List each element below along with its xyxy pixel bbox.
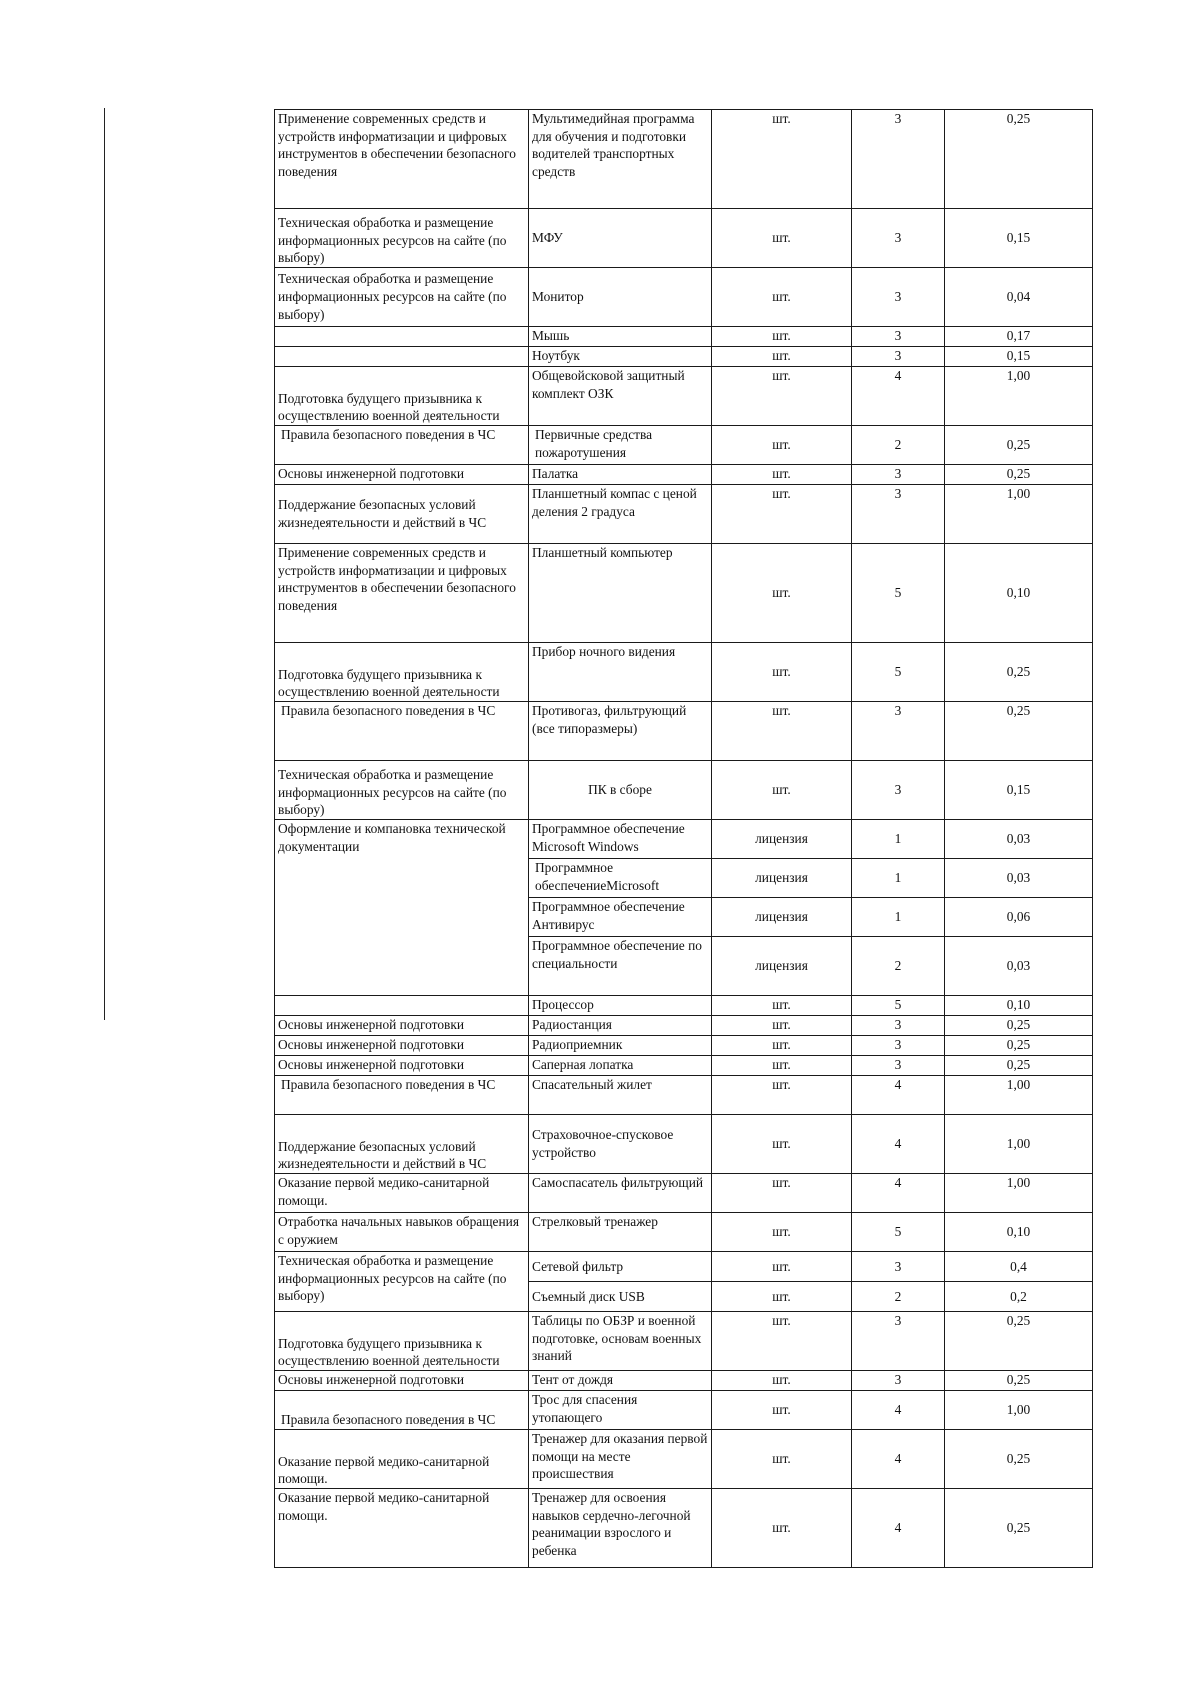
unit-cell: шт. [712,327,852,347]
section-cell [275,347,529,367]
value-cell: 0,17 [945,327,1093,347]
qty-cell: 3 [852,1056,945,1076]
section-cell: Правила безопасного поведения в ЧС [275,702,529,761]
table-row [275,426,1093,465]
value-cell: 1,00 [945,1174,1093,1213]
item-cell: Прибор ночного видения [529,643,712,702]
section-cell: Поддержание безопасных условий жизнедеятельности и действий в ЧС [275,485,529,544]
value-cell: 0,10 [945,544,1093,643]
section-cell: Основы инженерной подготовки [275,1016,529,1036]
item-cell: Программное обеспечение по специальности [529,937,712,996]
value-cell: 0,03 [945,937,1093,996]
qty-cell: 3 [852,268,945,327]
item-cell: Трос для спасения утопающего [529,1391,712,1430]
qty-cell: 2 [852,426,945,465]
item-cell: Палатка [529,465,712,485]
unit-cell: шт. [712,544,852,643]
value-cell: 1,00 [945,367,1093,426]
unit-cell: лицензия [712,859,852,898]
qty-cell: 4 [852,1430,945,1489]
qty-cell: 2 [852,1282,945,1312]
unit-cell: шт. [712,1312,852,1371]
table-row [275,465,1093,485]
section-cell: Техническая обработка и размещение информационных ресурсов на сайте (по выбору) [275,1252,529,1312]
section-cell: Применение современных средств и устройств информатизации и цифровых инструментов в обеспечении безопасного поведения [275,544,529,643]
item-cell: Процессор [529,996,712,1016]
table-row [275,1016,1093,1036]
section-cell: Техническая обработка и размещение информационных ресурсов на сайте (по выбору) [275,268,529,327]
unit-cell: шт. [712,1056,852,1076]
table-row [275,367,1093,426]
section-cell: Основы инженерной подготовки [275,465,529,485]
item-cell: ПК в сборе [529,761,712,820]
qty-cell: 4 [852,1391,945,1430]
section-cell: Подготовка будущего призывника к осуществлению военной деятельности [275,643,529,702]
section-cell: Оказание первой медико-санитарной помощи. [275,1489,529,1568]
unit-cell: шт. [712,761,852,820]
unit-cell: шт. [712,1076,852,1115]
value-cell: 0,04 [945,268,1093,327]
unit-cell: шт. [712,209,852,268]
value-cell: 0,03 [945,820,1093,859]
section-cell: Оказание первой медико-санитарной помощи. [275,1174,529,1213]
section-cell [275,996,529,1016]
qty-cell: 2 [852,937,945,996]
unit-cell: шт. [712,1016,852,1036]
value-cell: 0,25 [945,465,1093,485]
qty-cell: 5 [852,996,945,1016]
item-cell: Таблицы по ОБЗР и военной подготовке, основам военных знаний [529,1312,712,1371]
unit-cell: шт. [712,110,852,209]
qty-cell: 3 [852,1371,945,1391]
qty-cell: 3 [852,485,945,544]
unit-cell: шт. [712,1489,852,1568]
value-cell: 0,10 [945,996,1093,1016]
unit-cell: шт. [712,1115,852,1174]
value-cell: 0,25 [945,1371,1093,1391]
unit-cell: шт. [712,1213,852,1252]
item-cell: Сетевой фильтр [529,1252,712,1282]
value-cell: 0,25 [945,1312,1093,1371]
item-cell: Общевойсковой защитный комплект ОЗК [529,367,712,426]
qty-cell: 3 [852,327,945,347]
item-cell: Саперная лопатка [529,1056,712,1076]
table-row [275,702,1093,761]
value-cell: 1,00 [945,1115,1093,1174]
unit-cell: шт. [712,1174,852,1213]
item-cell: Ноутбук [529,347,712,367]
section-cell: Подготовка будущего призывника к осуществлению военной деятельности [275,367,529,426]
section-cell: Основы инженерной подготовки [275,1371,529,1391]
table-row [275,643,1093,702]
table-row [275,820,1093,859]
unit-cell: шт. [712,1391,852,1430]
qty-cell: 5 [852,1213,945,1252]
qty-cell: 3 [852,761,945,820]
item-cell: Противогаз, фильтрующий (все типоразмеры) [529,702,712,761]
unit-cell: лицензия [712,820,852,859]
qty-cell: 4 [852,1489,945,1568]
value-cell: 0,06 [945,898,1093,937]
table-row [275,1115,1093,1174]
section-cell: Основы инженерной подготовки [275,1036,529,1056]
table-row [275,1213,1093,1252]
item-cell: Монитор [529,268,712,327]
section-cell: Оказание первой медико-санитарной помощи. [275,1430,529,1489]
item-cell: Стрелковый тренажер [529,1213,712,1252]
table-row [275,485,1093,544]
value-cell: 0,25 [945,1016,1093,1036]
unit-cell: шт. [712,367,852,426]
unit-cell: шт. [712,1036,852,1056]
qty-cell: 4 [852,1174,945,1213]
item-cell: Программное обеспечение Microsoft Windows [529,820,712,859]
table-row [275,1371,1093,1391]
section-cell [275,327,529,347]
item-cell: Тент от дождя [529,1371,712,1391]
unit-cell: шт. [712,702,852,761]
unit-cell: лицензия [712,937,852,996]
value-cell: 0,25 [945,426,1093,465]
value-cell: 0,25 [945,643,1093,702]
value-cell: 0,15 [945,347,1093,367]
table-row [275,1430,1093,1489]
section-cell: Оформление и компановка технической документации [275,820,529,996]
qty-cell: 3 [852,347,945,367]
qty-cell: 3 [852,1312,945,1371]
unit-cell: шт. [712,996,852,1016]
table-row [275,761,1093,820]
value-cell: 0,25 [945,1489,1093,1568]
table-row [275,1076,1093,1115]
section-cell: Правила безопасного поведения в ЧС [275,426,529,465]
value-cell: 0,25 [945,1056,1093,1076]
unit-cell: шт. [712,347,852,367]
item-cell: Съемный диск USB [529,1282,712,1312]
table-row [275,1036,1093,1056]
item-cell: Тренажер для оказания первой помощи на месте происшествия [529,1430,712,1489]
value-cell: 0,25 [945,702,1093,761]
table-row [275,110,1093,209]
value-cell: 0,4 [945,1252,1093,1282]
value-cell: 0,25 [945,1430,1093,1489]
table-row [275,1391,1093,1430]
unit-cell: шт. [712,268,852,327]
value-cell: 1,00 [945,485,1093,544]
margin-line [104,108,105,1020]
item-cell: Планшетный компас с ценой деления 2 градуса [529,485,712,544]
qty-cell: 3 [852,1252,945,1282]
item-cell: Спасательный жилет [529,1076,712,1115]
item-cell: Программное обеспечение Антивирус [529,898,712,937]
qty-cell: 3 [852,209,945,268]
qty-cell: 5 [852,643,945,702]
qty-cell: 3 [852,1016,945,1036]
qty-cell: 5 [852,544,945,643]
table-row [275,347,1093,367]
value-cell: 0,25 [945,1036,1093,1056]
section-cell: Техническая обработка и размещение информационных ресурсов на сайте (по выбору) [275,761,529,820]
section-cell: Правила безопасного поведения в ЧС [275,1391,529,1430]
table-row [275,209,1093,268]
table-row [275,1489,1093,1568]
unit-cell: шт. [712,426,852,465]
value-cell: 0,15 [945,761,1093,820]
item-cell: Радиоприемник [529,1036,712,1056]
value-cell: 1,00 [945,1391,1093,1430]
section-cell: Подготовка будущего призывника к осуществлению военной деятельности [275,1312,529,1371]
value-cell: 0,10 [945,1213,1093,1252]
value-cell: 0,03 [945,859,1093,898]
item-cell: Тренажер для освоения навыков сердечно-легочной реанимации взрослого и ребенка [529,1489,712,1568]
table-row [275,996,1093,1016]
item-cell: Планшетный компьютер [529,544,712,643]
value-cell: 1,00 [945,1076,1093,1115]
item-cell: Первичные средства пожаротушения [529,426,712,465]
section-cell: Применение современных средств и устройств информатизации и цифровых инструментов в обеспечении безопасного поведения [275,110,529,209]
value-cell: 0,2 [945,1282,1093,1312]
table-row [275,268,1093,327]
qty-cell: 3 [852,1036,945,1056]
table-row [275,1056,1093,1076]
qty-cell: 1 [852,820,945,859]
unit-cell: лицензия [712,898,852,937]
unit-cell: шт. [712,465,852,485]
unit-cell: шт. [712,485,852,544]
table-row [275,1312,1093,1371]
section-cell: Отработка начальных навыков обращения с оружием [275,1213,529,1252]
qty-cell: 1 [852,859,945,898]
item-cell: МФУ [529,209,712,268]
table-row [275,544,1093,643]
qty-cell: 3 [852,465,945,485]
unit-cell: шт. [712,643,852,702]
qty-cell: 3 [852,110,945,209]
section-cell: Правила безопасного поведения в ЧС [275,1076,529,1115]
unit-cell: шт. [712,1371,852,1391]
item-cell: Программное обеспечениеMicrosoft [529,859,712,898]
unit-cell: шт. [712,1282,852,1312]
qty-cell: 3 [852,702,945,761]
table-row [275,327,1093,347]
section-cell: Основы инженерной подготовки [275,1056,529,1076]
qty-cell: 4 [852,1115,945,1174]
item-cell: Мультимедийная программа для обучения и подготовки водителей транспортных средств [529,110,712,209]
value-cell: 0,25 [945,110,1093,209]
item-cell: Самоспасатель фильтрующий [529,1174,712,1213]
section-cell: Поддержание безопасных условий жизнедеятельности и действий в ЧС [275,1115,529,1174]
value-cell: 0,15 [945,209,1093,268]
qty-cell: 4 [852,367,945,426]
item-cell: Страховочное-спусковое устройство [529,1115,712,1174]
item-cell: Радиостанция [529,1016,712,1036]
item-cell: Мышь [529,327,712,347]
table-row [275,1252,1093,1282]
table-row [275,1174,1093,1213]
qty-cell: 4 [852,1076,945,1115]
unit-cell: шт. [712,1430,852,1489]
equipment-table [274,109,1093,1568]
unit-cell: шт. [712,1252,852,1282]
qty-cell: 1 [852,898,945,937]
section-cell: Техническая обработка и размещение информационных ресурсов на сайте (по выбору) [275,209,529,268]
